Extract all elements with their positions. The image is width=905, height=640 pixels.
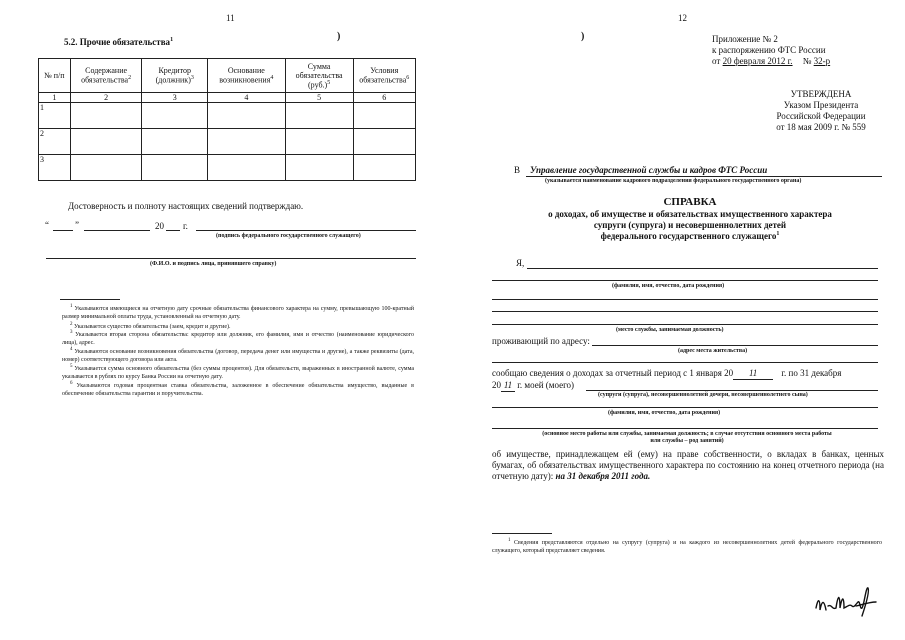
address-caption: (адрес места жительства): [678, 348, 748, 354]
table-header-cell: Кредитор (должник)$^3$: [142, 59, 207, 93]
table-row: 3: [39, 155, 416, 181]
to-prefix: В: [514, 165, 521, 175]
table-col-number: 6: [353, 93, 415, 103]
report-line-1: сообщаю сведения о доходах за отчетный период с 1 января 20 11 г. по 31 декабря: [492, 368, 842, 378]
footnote: $^3$ Указывается вторая сторона обязательства: кредитор или должник, его фамилия, имя и отчество (наименование юридического лица), адрес.: [62, 330, 414, 346]
workplace-caption: (место службы, занимаемая должность): [616, 327, 724, 333]
table-header-cell: Основание возникновения$^4$: [207, 59, 285, 93]
table-header-cell: Условия обязательства$^6$: [353, 59, 415, 93]
confirm-text: Достоверность и полноту настоящих сведений подтверждаю.: [68, 201, 304, 211]
table-col-number: 4: [207, 93, 285, 103]
property-text: об имуществе, принадлежащем ей (ему) на праве собственности, о вкладах в банках, ценных бумагах, об обязательствах имущественного характера по состоянию на конец отчетного периода (на отчетную дату): на 31 декабря 2011 года.: [492, 449, 884, 481]
left-page-number: 11: [226, 13, 235, 23]
to-caption: (указывается наименование кадрового подразделения федерального государственного органа): [545, 178, 802, 184]
footnote-right: $^1$ Сведения представляются отдельно на супругу (супруга) и на каждого из несовершеннолетних детей федерального государственного служащего, который представляет сведения.: [492, 538, 882, 554]
table-col-number: 2: [70, 93, 142, 103]
to-department: Управление государственной службы и кадров ФТС России: [530, 165, 768, 175]
appendix-block: Приложение № 2 к распоряжению ФТС России от 20 февраля 2012 г. № 32-р: [712, 34, 831, 66]
right-page-number: 12: [678, 13, 687, 23]
handwritten-signature: [812, 580, 882, 620]
work-caption-2: (основное место работы или службы, занимаемая должность; в случае отсутствия основного места работы или службы – род занятий): [542, 431, 832, 444]
ya-label: Я,: [516, 258, 525, 268]
date-open-quote: “: [45, 220, 49, 230]
table-header-cell: № п/п: [39, 59, 71, 93]
section-title: 5.2. Прочие обязательства$^1$: [64, 37, 174, 47]
date-close-quote: ”: [75, 220, 79, 230]
table-col-number: 3: [142, 93, 207, 103]
date-year-prefix: 20: [155, 221, 164, 231]
residence-label: проживающий по адресу:: [492, 336, 590, 346]
approved-block: УТВЕРЖДЕНА Указом Президента Российской Федерации от 18 мая 2009 г. № 559: [776, 89, 866, 132]
table-header-cell: Содержание обязательства$^2$: [70, 59, 142, 93]
table-row: 1: [39, 103, 416, 129]
doc-title-block: СПРАВКА о доходах, об имуществе и обязательствах имущественного характера супруги (супруга) и несовершеннолетних детей федерального государственного служащего$^1$: [548, 196, 832, 241]
signature-caption: (подпись федерального государственного служащего): [216, 233, 361, 239]
footnote: $^5$ Указывается сумма основного обязательства (без суммы процентов). Для обязательств, выраженных в иностранной валюте, сумма указывается в рублях по курсу Банка России на отчетную дату.: [62, 364, 414, 380]
spouse-caption: (супруги (супруга), несовершеннолетней дочери, несовершеннолетнего сына): [598, 392, 808, 398]
footnote: $^1$ Указываются имеющиеся на отчетную дату срочные обязательства финансового характера на сумму, превышающую 100-кратный размер минимальной оплаты труда, установленный на отчетную дату.: [62, 304, 414, 320]
obligations-table: [38, 58, 416, 181]
table-col-number: 1: [39, 93, 71, 103]
table-header-cell: Сумма обязательства $(руб.)^5$: [285, 59, 353, 93]
table-col-number: 5: [285, 93, 353, 103]
footnote: $^2$ Указывается существо обязательства (заем, кредит и другие).: [70, 322, 231, 330]
left-corner-bracket: ): [337, 31, 341, 42]
right-corner-bracket: ): [581, 31, 585, 42]
report-line-2: 20 11 г. моей (моего): [492, 380, 575, 390]
fio-caption-right: (фамилия, имя, отчество, дата рождения): [612, 283, 725, 289]
footnote: $^4$ Указываются основание возникновения обязательства (договор, передача денег или имущества и другие), а также реквизиты (дата, номер) соответствующего договора или акта.: [62, 347, 415, 363]
fio-caption-2: (фамилия, имя, отчество, дата рождения): [608, 410, 721, 416]
footnote: $^6$ Указываются годовая процентная ставка обязательства, заложенное в обеспечение обязательства имущество, выданные в обеспечение обязательства гарантии и поручительства.: [62, 381, 415, 397]
table-row: 2: [39, 129, 416, 155]
date-year-suffix: г.: [183, 221, 188, 231]
fio-caption: (Ф.И.О. и подпись лица, принявшего справку): [150, 261, 277, 267]
